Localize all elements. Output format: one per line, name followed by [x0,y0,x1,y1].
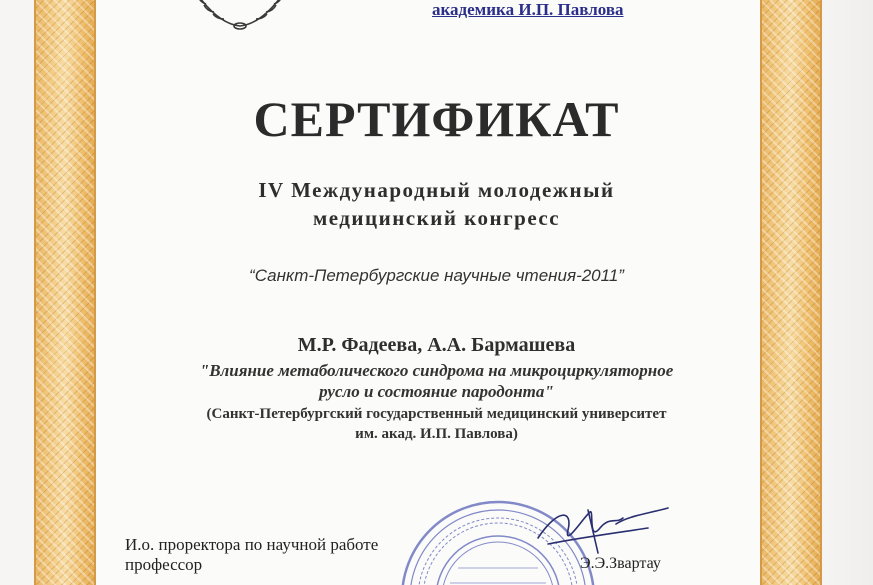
authors: М.Р. Фадеева, А.А. Бармашева [297,334,576,356]
work-title-line-1: "Влияние метаболического синдрома на микроциркуляторное [199,361,674,380]
right-ornamental-border [760,0,822,585]
congress-name-line-2: медицинский конгресс [312,206,561,230]
congress-name-line-1: IV Международный молодежный [258,178,615,202]
page-margin [822,0,873,585]
affiliation [0,404,873,444]
signer-position [125,535,378,575]
certificate-title: СЕРТИФИКАТ [253,91,620,147]
signer-position-line-1: И.о. проректора по научной работе [125,535,379,554]
work-title [0,360,873,402]
signer-position-line-2: профессор [125,555,203,574]
laurel-emblem-icon [170,0,310,32]
signer-name: Э.Э.Звартау [580,555,661,572]
left-ornamental-border [34,0,96,585]
affiliation-line-1: (Санкт-Петербургский государственный медицинский университет [206,406,667,422]
congress-name [0,176,873,232]
institution-name-tail: академика И.П. Павлова [432,0,624,19]
event-name: “Санкт-Петербургские научные чтения-2011” [249,266,624,285]
work-title-line-2: русло и состояние пародонта" [319,382,554,401]
affiliation-line-2: им. акад. И.П. Павлова) [355,426,518,442]
